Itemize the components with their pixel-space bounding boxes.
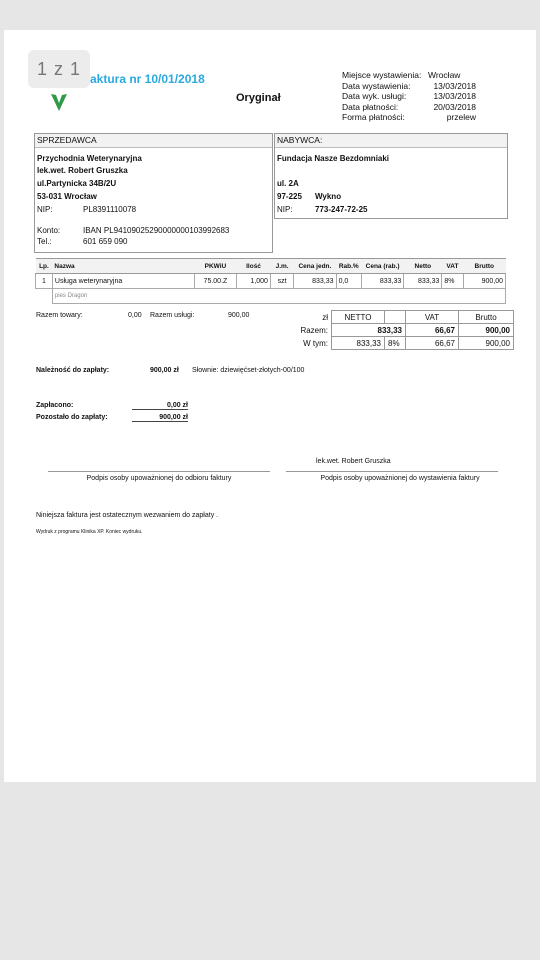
col-gross: Brutto — [463, 259, 505, 274]
goods-total: 0,00 — [128, 312, 142, 319]
cell-vat: 8% — [442, 274, 463, 289]
col-pkwiu: PKWiU — [194, 259, 236, 274]
buyer-city: Wykno — [315, 192, 342, 201]
summary-total-row — [295, 324, 514, 337]
buyer-header: NABYWCA: — [275, 134, 507, 148]
paid-amount: 0,00 zł — [132, 402, 188, 410]
col-name: Nazwa — [52, 259, 194, 274]
meta-value: 13/03/2018 — [433, 80, 476, 91]
meta-value: Wrocław — [428, 70, 461, 80]
cell-price-discounted: 833,33 — [361, 274, 403, 289]
summary-wtym-rate: 8% — [385, 337, 406, 350]
seller-nip-label: NIP: — [37, 205, 53, 214]
due-amount: 900,00 zł — [150, 367, 179, 374]
vat-summary-table — [295, 310, 514, 350]
buyer-street: ul. 2A — [277, 179, 299, 188]
meta-label: Miejsce wystawienia: — [342, 70, 422, 80]
services-total: 900,00 — [228, 312, 250, 319]
summary-wtym-vat: 66,67 — [406, 337, 459, 350]
summary-wtym-net: 833,33 — [332, 337, 385, 350]
summary-total-vat: 66,67 — [406, 324, 459, 337]
issuer-signature-caption: Podpis osoby upoważnionej do wystawienia faktury — [320, 475, 480, 482]
summary-header-row — [295, 311, 514, 324]
meta-label: Data wyk. usługi: — [342, 91, 407, 101]
seller-tel-label: Tel.: — [37, 237, 52, 246]
buyer-name: Fundacja Nasze Bezdomniaki — [277, 154, 390, 163]
seller-tel: 601 659 090 — [83, 237, 128, 246]
seller-name: Przychodnia Weterynaryjna — [37, 154, 142, 163]
cell-name: Usługa weterynaryjna — [52, 274, 194, 289]
seller-nip: PL8391110078 — [83, 205, 137, 214]
cell-net: 833,33 — [404, 274, 442, 289]
paid-label: Zapłacono: — [36, 402, 74, 409]
cell-note: pies Dragon — [52, 289, 505, 304]
printout-note: Wydruk z programu Klinika XP. Koniec wydruku. — [36, 529, 143, 535]
meta-label: Forma płatności: — [342, 112, 405, 122]
col-net: Netto — [404, 259, 442, 274]
goods-total-label: Razem towary: — [36, 312, 83, 319]
seller-account-label: Konto: — [37, 226, 61, 235]
seller-box — [34, 133, 273, 253]
invoice-meta-labels — [342, 70, 421, 123]
summary-wtym-gross: 900,00 — [459, 337, 514, 350]
final-notice: Niniejsza faktura jest ostatecznym wezwaniem do zapłaty . — [36, 512, 219, 519]
summary-head-gross: Brutto — [459, 311, 514, 324]
services-total-label: Razem usługi: — [150, 312, 195, 319]
seller-account: IBAN PL94109025290000000103992683 — [83, 226, 230, 235]
col-unit: J.m. — [270, 259, 293, 274]
cell-price: 833,33 — [294, 274, 336, 289]
invoice-title: aktura nr 10/01/2018 — [90, 72, 205, 86]
cell-unit: szt — [270, 274, 293, 289]
receiver-signature-caption: Podpis osoby upoważnionej do odbioru faktury — [86, 475, 232, 482]
currency-label: zł — [322, 312, 328, 322]
summary-total-net: 833,33 — [332, 324, 406, 337]
summary-head-vat: VAT — [406, 311, 459, 324]
summary-total-label: Razem: — [300, 325, 328, 335]
seller-city: 53-031 Wrocław — [37, 192, 97, 201]
buyer-box — [274, 133, 508, 219]
items-table — [35, 258, 506, 304]
summary-wtym-row — [295, 337, 514, 350]
issuer-signature-line — [286, 471, 498, 472]
summary-head-net: NETTO — [332, 311, 385, 324]
summary-wtym-label: W tym: — [303, 338, 328, 348]
cell-gross: 900,00 — [463, 274, 505, 289]
due-in-words: Słownie: dziewięćset-złotych-00/100 — [192, 367, 305, 374]
table-row-note — [36, 289, 506, 304]
issuer-name: lek.wet. Robert Gruszka — [316, 458, 391, 465]
due-label: Należność do zapłaty: — [36, 367, 110, 374]
col-lp: Lp. — [36, 259, 53, 274]
col-discount: Rab.% — [336, 259, 361, 274]
meta-value: przelew — [446, 112, 476, 122]
seller-street: ul.Partynicka 34B/2U — [37, 179, 117, 188]
buyer-nip-label: NIP: — [277, 205, 293, 214]
meta-label: Data wystawienia: — [342, 80, 411, 91]
invoice-meta-values — [428, 70, 476, 123]
items-header-row — [36, 259, 506, 274]
invoice-page — [4, 30, 536, 782]
meta-value: 13/03/2018 — [433, 91, 476, 101]
remaining-label: Pozostało do zapłaty: — [36, 414, 108, 421]
meta-label: Data płatności: — [342, 101, 399, 112]
receiver-signature-line — [48, 471, 270, 472]
col-price-discounted: Cena (rab.) — [361, 259, 403, 274]
original-label: Oryginał — [236, 92, 281, 104]
seller-header: SPRZEDAWCA — [35, 134, 272, 148]
buyer-zip: 97-225 — [277, 192, 302, 201]
cell-discount: 0,0 — [336, 274, 361, 289]
cell-pkwiu: 75.00.Z — [194, 274, 236, 289]
cell-qty: 1,000 — [237, 274, 271, 289]
col-vat: VAT — [442, 259, 463, 274]
remaining-amount: 900,00 zł — [132, 414, 188, 422]
summary-total-gross: 900,00 — [459, 324, 514, 337]
page-counter: 1 z 1 — [28, 50, 90, 88]
col-qty: Ilość — [237, 259, 271, 274]
table-row — [36, 274, 506, 289]
cell-lp: 1 — [36, 274, 53, 289]
buyer-nip: 773-247-72-25 — [315, 205, 368, 214]
meta-value: 20/03/2018 — [433, 101, 476, 112]
col-price: Cena jedn. — [294, 259, 336, 274]
clinic-logo-icon — [50, 92, 68, 112]
seller-person: lek.wet. Robert Gruszka — [37, 166, 128, 175]
